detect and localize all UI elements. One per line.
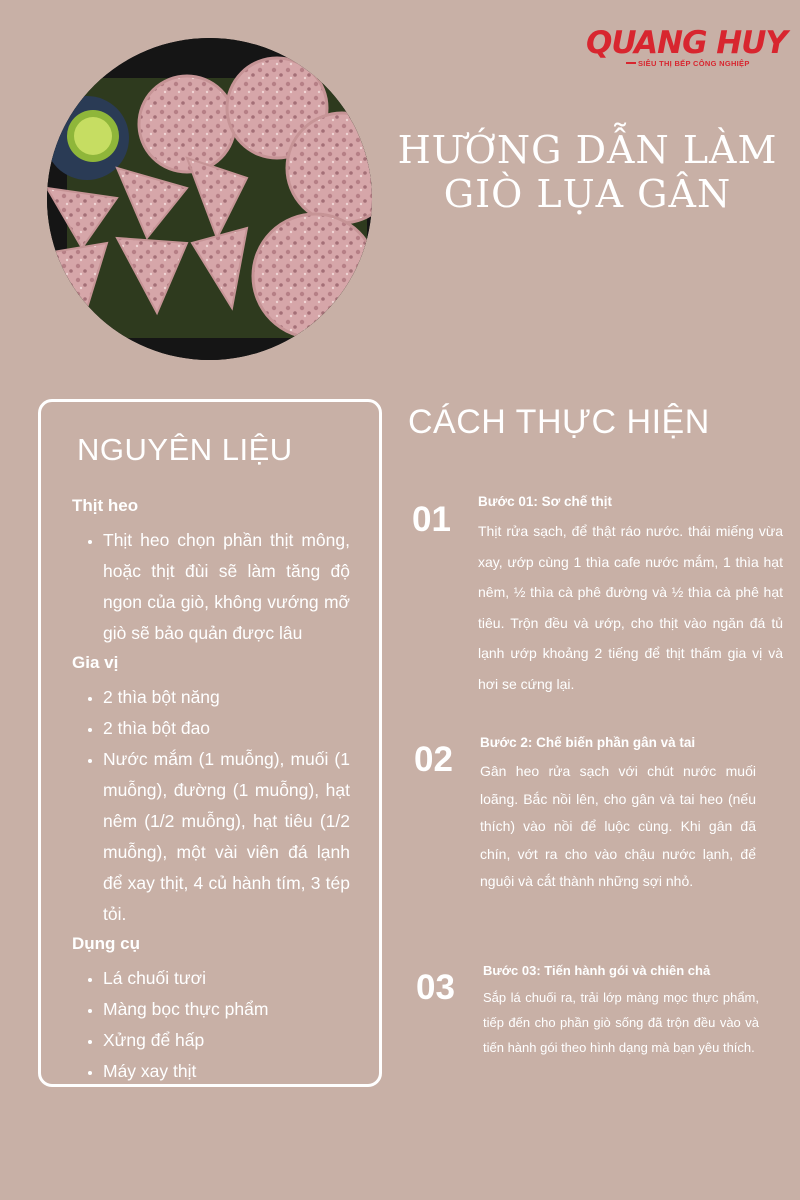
pork-items — [72, 525, 350, 649]
list-item: • Màng bọc thực phẩm — [103, 994, 350, 1025]
page-title — [390, 128, 785, 216]
brand-name: QUANG HUY — [586, 25, 787, 61]
step-text: Thịt rửa sạch, để thật ráo nước. thái miếng vừa xay, ướp cùng 1 thìa cafe nước mắm, 1 thìa hạt nêm, ½ thìa cà phê đường và ½ thìa cà phê hạt tiêu. Trộn đều và ướp, cho thịt vào ngăn đá tủ lạnh ướp khoảng 2 tiếng để thịt thấm gia vị và hơi se cứng lại. — [478, 523, 783, 692]
step-number: 01 — [412, 500, 451, 539]
ingredients-list — [72, 494, 350, 1087]
section-heading-pork: Thịt heo — [72, 496, 139, 515]
title-line-1: HƯỚNG DẪN LÀM — [397, 128, 778, 172]
ingredients-heading: NGUYÊN LIỆU — [77, 432, 293, 467]
brand-logo — [586, 25, 787, 70]
step-text: Gân heo rửa sạch với chút nước muối loãng. Bắc nồi lên, cho gân và tai heo (nếu thích) vào nồi để luộc cùng. Khi gân đã chín, vớt ra cho vào chậu nước lạnh, để nguội và cắt thành những sợi nhỏ. — [480, 763, 756, 889]
section-heading-spices: Gia vị — [72, 653, 119, 672]
step-title: Bước 03: Tiến hành gói và chiên chả — [483, 963, 711, 978]
step-title: Bước 2: Chế biến phần gân và tai — [480, 735, 696, 750]
food-photo — [47, 38, 372, 360]
list-item: • Xửng để hấp — [103, 1025, 350, 1056]
tool-items — [72, 963, 350, 1087]
steps-heading: CÁCH THỰC HIỆN — [408, 403, 710, 441]
logo-divider — [626, 62, 636, 64]
list-item: • Máy xay thịt — [103, 1056, 350, 1087]
section-heading-tools: Dụng cụ — [72, 934, 140, 953]
title-line-2: GIÒ LỤA GÂN — [443, 172, 732, 216]
ingredients-panel — [38, 399, 382, 1087]
step-number: 02 — [414, 740, 453, 779]
list-item: • Lá chuối tươi — [103, 963, 350, 994]
list-item: • 2 thìa bột năng — [103, 682, 350, 713]
spice-items — [72, 682, 350, 930]
list-item: • Thịt heo chọn phần thịt mông, hoặc thịt đùi sẽ làm tăng độ ngon của giò, không vướng mỡ giò sẽ bảo quản được lâu — [103, 525, 350, 649]
step-title: Bước 01: Sơ chế thịt — [478, 494, 612, 509]
step-number: 03 — [416, 968, 455, 1007]
list-item: • 2 thìa bột đao — [103, 713, 350, 744]
brand-tagline: SIÊU THỊ BẾP CÔNG NGHIỆP — [638, 59, 750, 68]
list-item: • Nước mắm (1 muỗng), muối (1 muỗng), đường (1 muỗng), hạt nêm (1/2 muỗng), hạt tiêu (1/2 muỗng), một vài viên đá lạnh để xay thịt, 4 củ hành tím, 3 tép tỏi. — [103, 744, 350, 930]
step-text: Sắp lá chuối ra, trải lớp màng mọc thực phẩm, tiếp đến cho phần giò sống đã trộn đều vào và tiến hành gói theo hình dạng mà bạn yêu thích. — [483, 990, 759, 1055]
